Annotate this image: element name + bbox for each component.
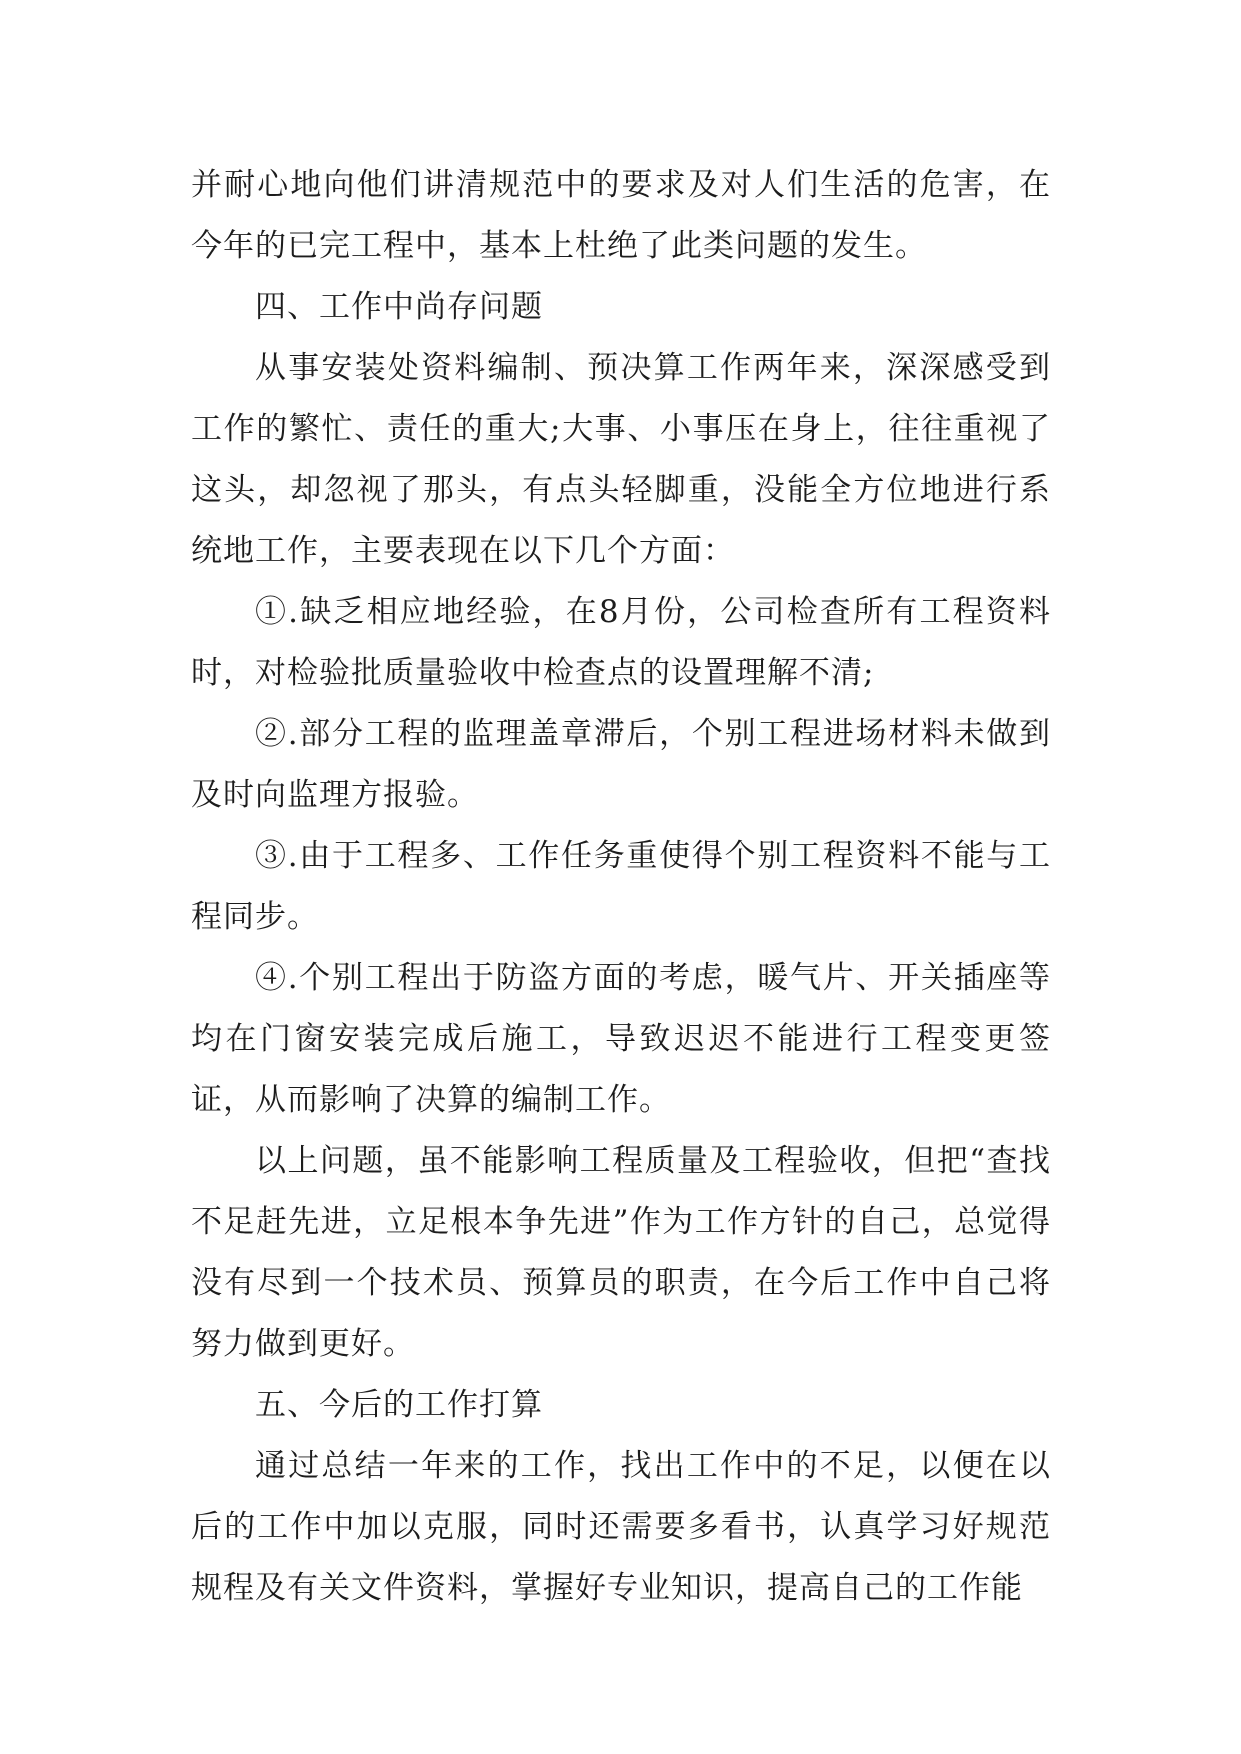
list-item-1: ①.缺乏相应地经验，在8月份，公司检查所有工程资料时，对检验批质量验收中检查点的设置理解不清;	[191, 594, 1051, 691]
paragraph-plans: 通过总结一年来的工作，找出工作中的不足，以便在以后的工作中加以克服，同时还需要多看书，认真学习好规范规程及有关文件资料，掌握好专业知识，提高自己的工作能	[191, 1448, 1051, 1606]
paragraph-issues-intro: 从事安装处资料编制、预决算工作两年来，深深感受到工作的繁忙、责任的重大;大事、小事压在身上，往往重视了这头，却忽视了那头，有点头轻脚重，没能全方位地进行系统地工作，主要表现在以下几个方面：	[191, 350, 1051, 569]
paragraph-summary: 以上问题，虽不能影响工程质量及工程验收，但把“查找不足赶先进，立足根本争先进”作为工作方针的自己，总觉得没有尽到一个技术员、预算员的职责，在今后工作中自己将努力做到更好。	[191, 1143, 1051, 1362]
list-item-3: ③.由于工程多、工作任务重使得个别工程资料不能与工程同步。	[191, 838, 1051, 935]
list-item-2: ②.部分工程的监理盖章滞后，个别工程进场材料未做到及时向监理方报验。	[191, 716, 1051, 813]
list-item-4: ④.个别工程出于防盗方面的考虑，暖气片、开关插座等均在门窗安装完成后施工，导致迟迟不能进行工程变更签证，从而影响了决算的编制工作。	[191, 960, 1051, 1118]
paragraph-continuation: 并耐心地向他们讲清规范中的要求及对人们生活的危害，在今年的已完工程中，基本上杜绝了此类问题的发生。	[191, 167, 1051, 264]
document-body	[191, 155, 1051, 1619]
section-heading-issues: 四、工作中尚存问题	[255, 289, 543, 325]
section-heading-plans: 五、今后的工作打算	[255, 1387, 543, 1423]
